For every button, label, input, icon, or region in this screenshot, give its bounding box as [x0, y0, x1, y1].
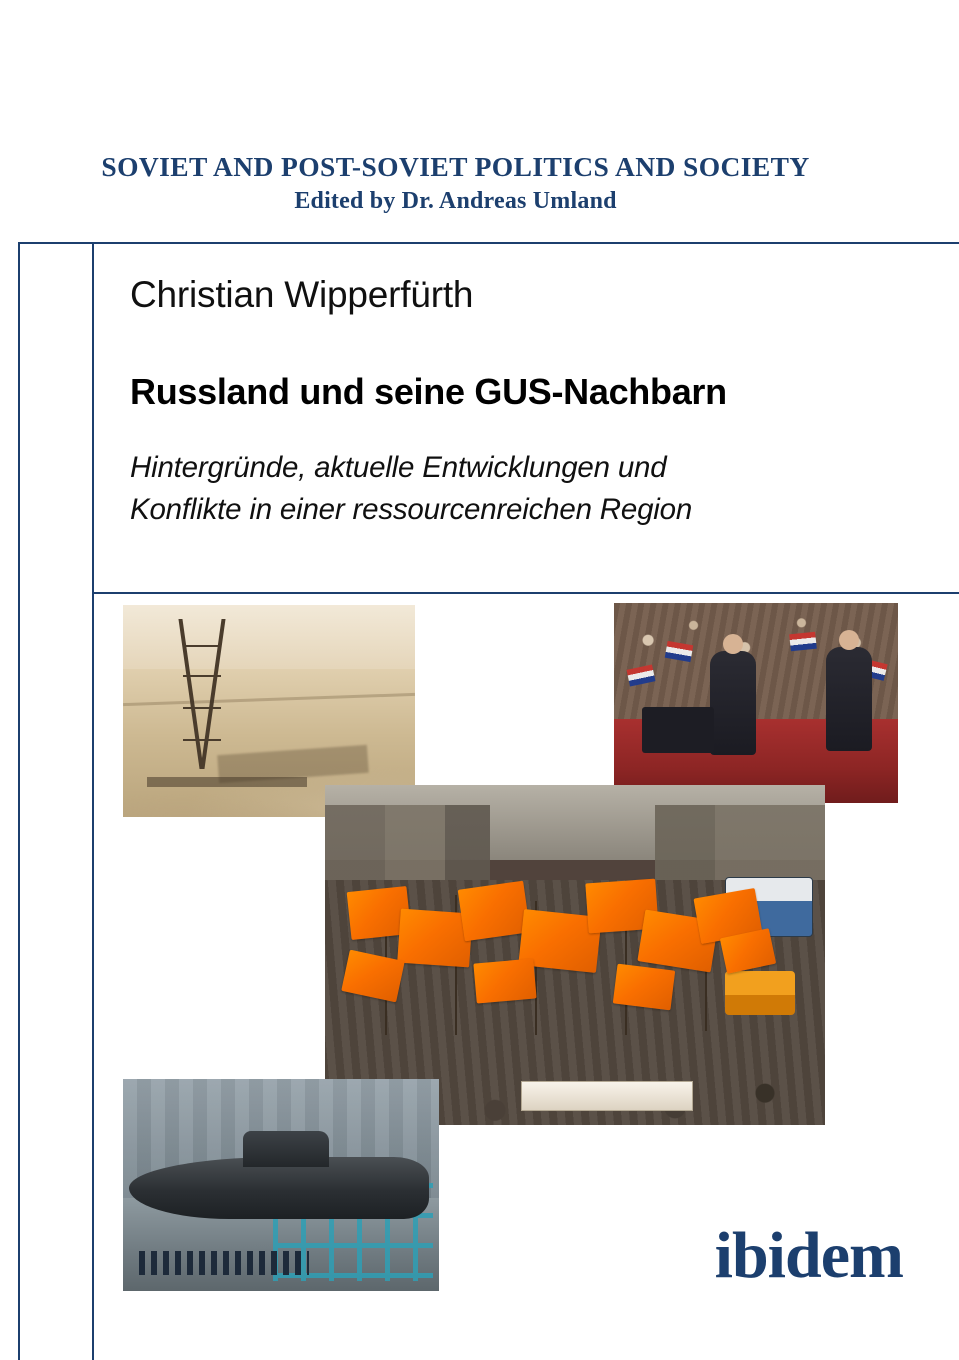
- derrick-crossbeam: [183, 707, 221, 709]
- book-subtitle-line-1: Hintergründe, aktuelle Entwicklungen und: [130, 450, 667, 484]
- derrick-crossbeam: [183, 645, 221, 647]
- orange-flag: [458, 881, 531, 942]
- submarine-sail: [243, 1131, 329, 1167]
- author-name: Christian Wipperfürth: [130, 274, 474, 315]
- derrick-tower: [175, 619, 229, 769]
- submarine-shipyard-photo: [123, 1079, 439, 1291]
- speaker-figure: [826, 647, 872, 751]
- protest-banner: [521, 1081, 693, 1111]
- flag-icon: [789, 632, 817, 652]
- series-header: [0, 150, 959, 215]
- orange-flag: [473, 958, 536, 1003]
- book-title: Russland und seine GUS-Nachbarn: [130, 370, 727, 412]
- series-editor: Edited by Dr. Andreas Umland: [294, 187, 617, 214]
- podium: [642, 707, 714, 753]
- derrick-crossbeam: [183, 739, 221, 741]
- series-title: SOVIET AND POST-SOVIET POLITICS AND SOCIETY: [101, 151, 810, 182]
- book-subtitle: [130, 447, 919, 531]
- orange-revolution-crowd-photo: [325, 785, 825, 1125]
- desert-sky: [123, 605, 415, 677]
- orange-flag: [613, 964, 675, 1011]
- orange-van: [725, 971, 795, 1015]
- sailors-formation: [139, 1251, 309, 1275]
- speaker-figure: [710, 651, 756, 755]
- divider-horizontal-top: [18, 242, 959, 244]
- book-subtitle-line-2: Konflikte in einer ressourcenreichen Region: [130, 492, 693, 526]
- title-block: [130, 275, 919, 530]
- publisher-logo: ibidem: [714, 1219, 903, 1292]
- political-rally-stage-photo: [614, 603, 898, 803]
- derrick-crossbeam: [183, 675, 221, 677]
- derrick-base: [147, 777, 307, 787]
